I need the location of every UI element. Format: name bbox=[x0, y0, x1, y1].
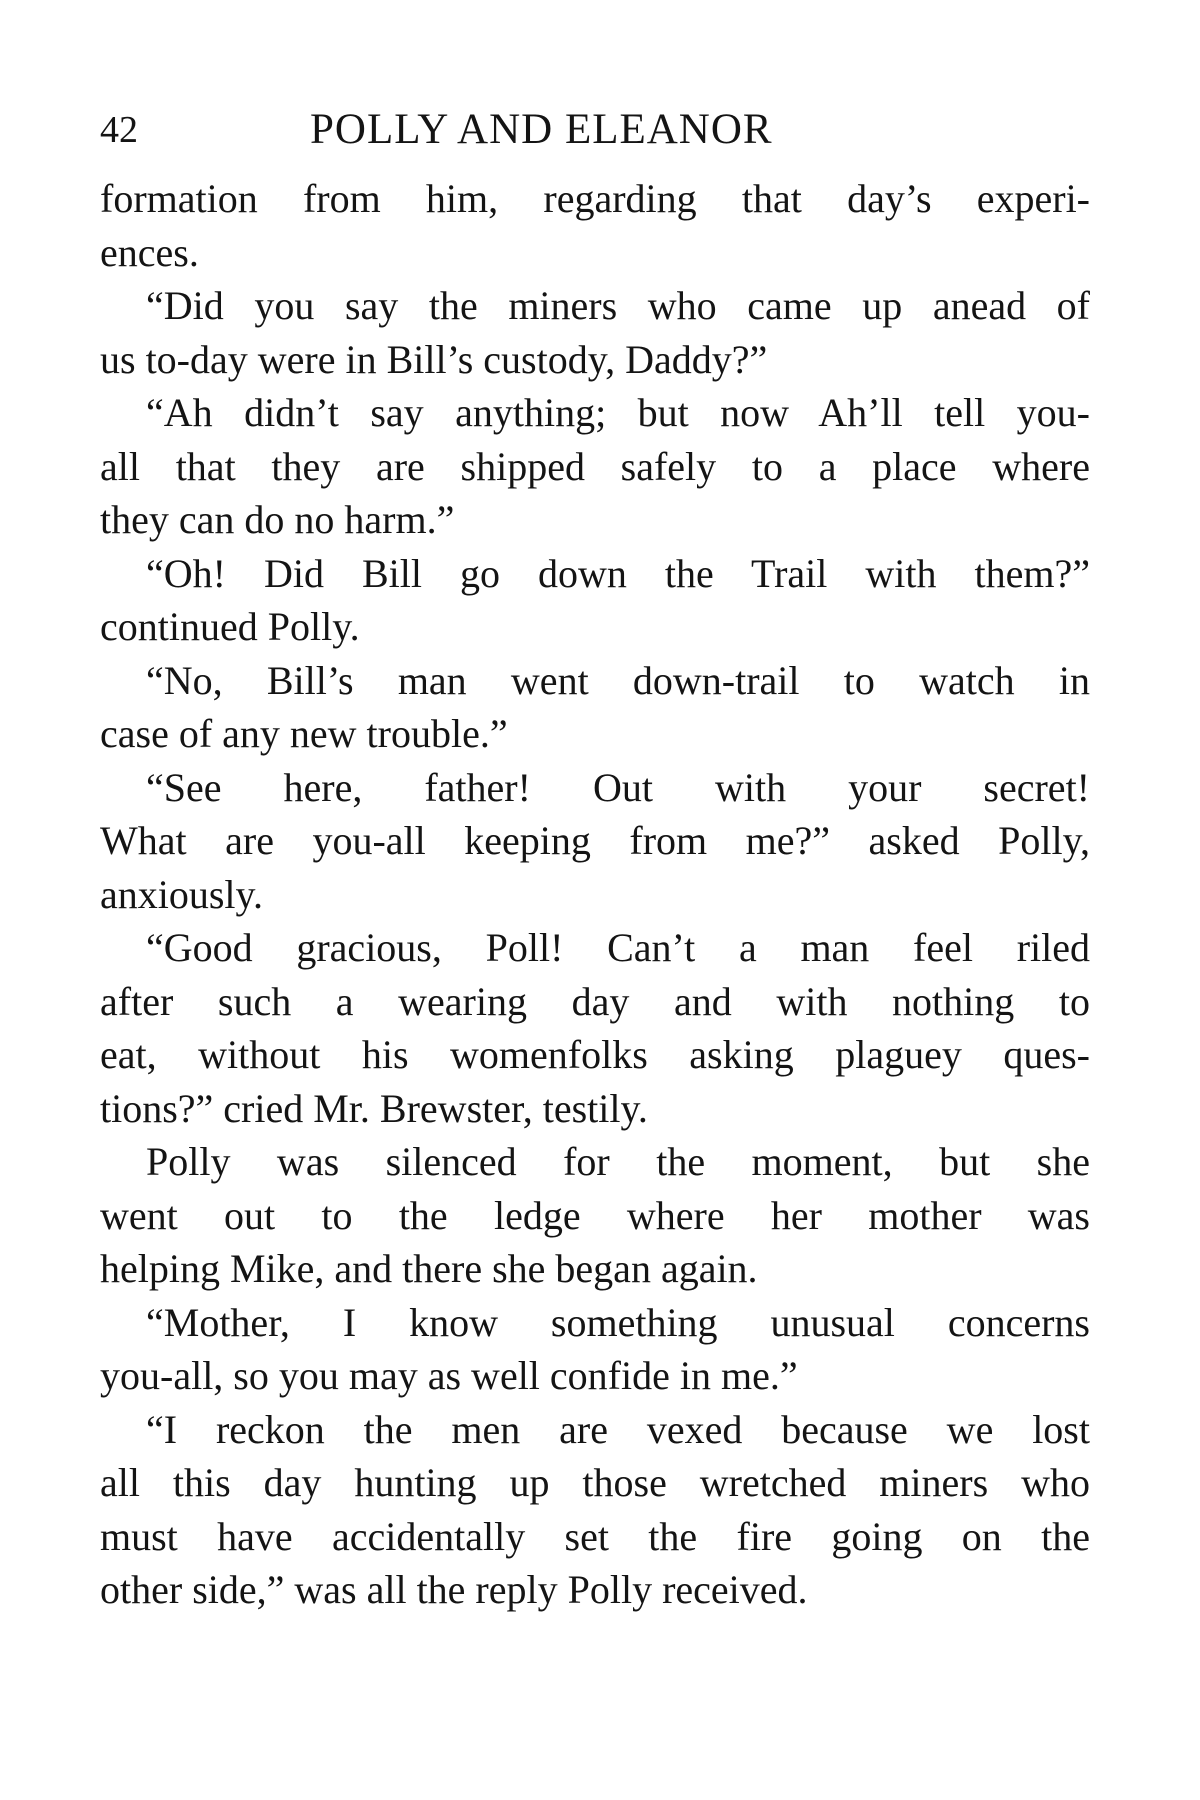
text-line: What are you-all keeping from me?” asked Polly, bbox=[100, 818, 1090, 863]
text-line: helping Mike, and there she began again. bbox=[100, 1246, 758, 1291]
text-line: “Mother, I know something unusual concerns bbox=[146, 1299, 1090, 1345]
text-line: formation from him, regarding that day’s experi- bbox=[100, 176, 1090, 221]
text-line: “I reckon the men are vexed because we lost bbox=[146, 1406, 1090, 1452]
text-line: “Good gracious, Poll! Can’t a man feel riled bbox=[146, 925, 1090, 970]
text-line: after such a wearing day and with nothing to bbox=[100, 978, 1090, 1024]
text-line: “No, Bill’s man went down-trail to watch in bbox=[146, 657, 1090, 703]
running-title: POLLY AND ELEANOR bbox=[310, 106, 773, 153]
text-line: you-all, so you may as well confide in me.” bbox=[100, 1353, 798, 1398]
text-line: other side,” was all the reply Polly received. bbox=[100, 1567, 808, 1612]
body-text bbox=[100, 172, 1090, 1617]
text-line: continued Polly. bbox=[100, 604, 360, 649]
text-line: Polly was silenced for the moment, but she bbox=[146, 1139, 1090, 1184]
text-line: all this day hunting up those wretched miners who bbox=[100, 1460, 1090, 1505]
text-line: us to-day were in Bill’s custody, Daddy?” bbox=[100, 336, 768, 382]
book-page bbox=[100, 100, 1090, 1617]
text-line: anxiously. bbox=[100, 871, 263, 917]
text-line: “Ah didn’t say anything; but now Ah’ll tell you- bbox=[146, 390, 1090, 435]
text-line: they can do no harm.” bbox=[100, 497, 455, 542]
page-number: 42 bbox=[100, 109, 138, 151]
text-line: went out to the ledge where her mother was bbox=[100, 1192, 1090, 1238]
text-line: “Did you say the miners who came up anead of bbox=[146, 283, 1090, 328]
text-line: all that they are shipped safely to a place where bbox=[100, 443, 1090, 489]
text-line: must have accidentally set the fire going on the bbox=[100, 1513, 1090, 1559]
text-line: “Oh! Did Bill go down the Trail with them?” bbox=[146, 550, 1090, 596]
text-line: “See here, father! Out with your secret! bbox=[146, 764, 1090, 810]
text-line: ences. bbox=[100, 229, 199, 275]
text-line: eat, without his womenfolks asking plaguey ques- bbox=[100, 1032, 1090, 1077]
page-header bbox=[100, 100, 1090, 160]
text-line: tions?” cried Mr. Brewster, testily. bbox=[100, 1085, 648, 1131]
text-line: case of any new trouble.” bbox=[100, 711, 508, 756]
